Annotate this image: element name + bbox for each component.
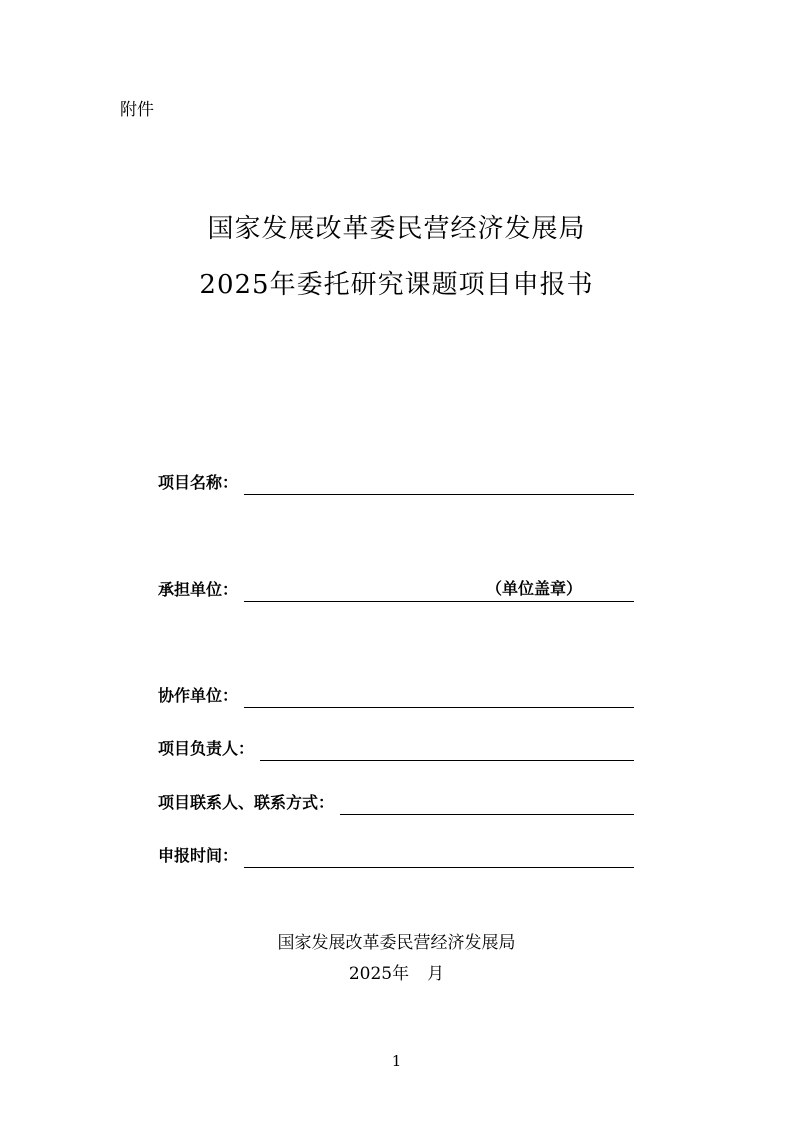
cooperating-unit-blank[interactable] xyxy=(244,683,634,708)
application-date-label: 申报时间： xyxy=(158,846,239,865)
unit-seal-note: （单位盖章） xyxy=(485,579,582,598)
footer-month: 月 xyxy=(427,964,445,984)
cooperating-unit-field xyxy=(158,682,634,708)
document-title-line1: 国家发展改革委民营经济发展局 xyxy=(207,214,586,244)
footer-date xyxy=(0,963,793,985)
undertaking-unit-blank[interactable] xyxy=(244,577,634,602)
footer-year: 2025年 xyxy=(348,964,410,984)
project-name-field xyxy=(158,469,634,495)
project-leader-blank[interactable] xyxy=(260,736,634,761)
cooperating-unit-label: 协作单位： xyxy=(158,686,239,705)
contact-field xyxy=(158,789,634,815)
application-date-blank[interactable] xyxy=(244,843,634,868)
project-name-blank[interactable] xyxy=(244,470,634,495)
attachment-label: 附件 xyxy=(120,100,154,120)
contact-blank[interactable] xyxy=(340,790,634,815)
project-name-label: 项目名称： xyxy=(158,473,239,492)
application-date-field xyxy=(158,842,634,868)
footer-organization: 国家发展改革委民营经济发展局 xyxy=(277,933,516,953)
document-title-line2: 2025年委托研究课题项目申报书 xyxy=(199,270,594,300)
contact-label: 项目联系人、联系方式： xyxy=(158,793,335,812)
undertaking-unit-label: 承担单位： xyxy=(158,580,239,599)
project-leader-field xyxy=(158,735,634,761)
undertaking-unit-field xyxy=(158,576,634,602)
project-leader-label: 项目负责人： xyxy=(158,739,255,758)
page-number: 1 xyxy=(391,1052,402,1070)
